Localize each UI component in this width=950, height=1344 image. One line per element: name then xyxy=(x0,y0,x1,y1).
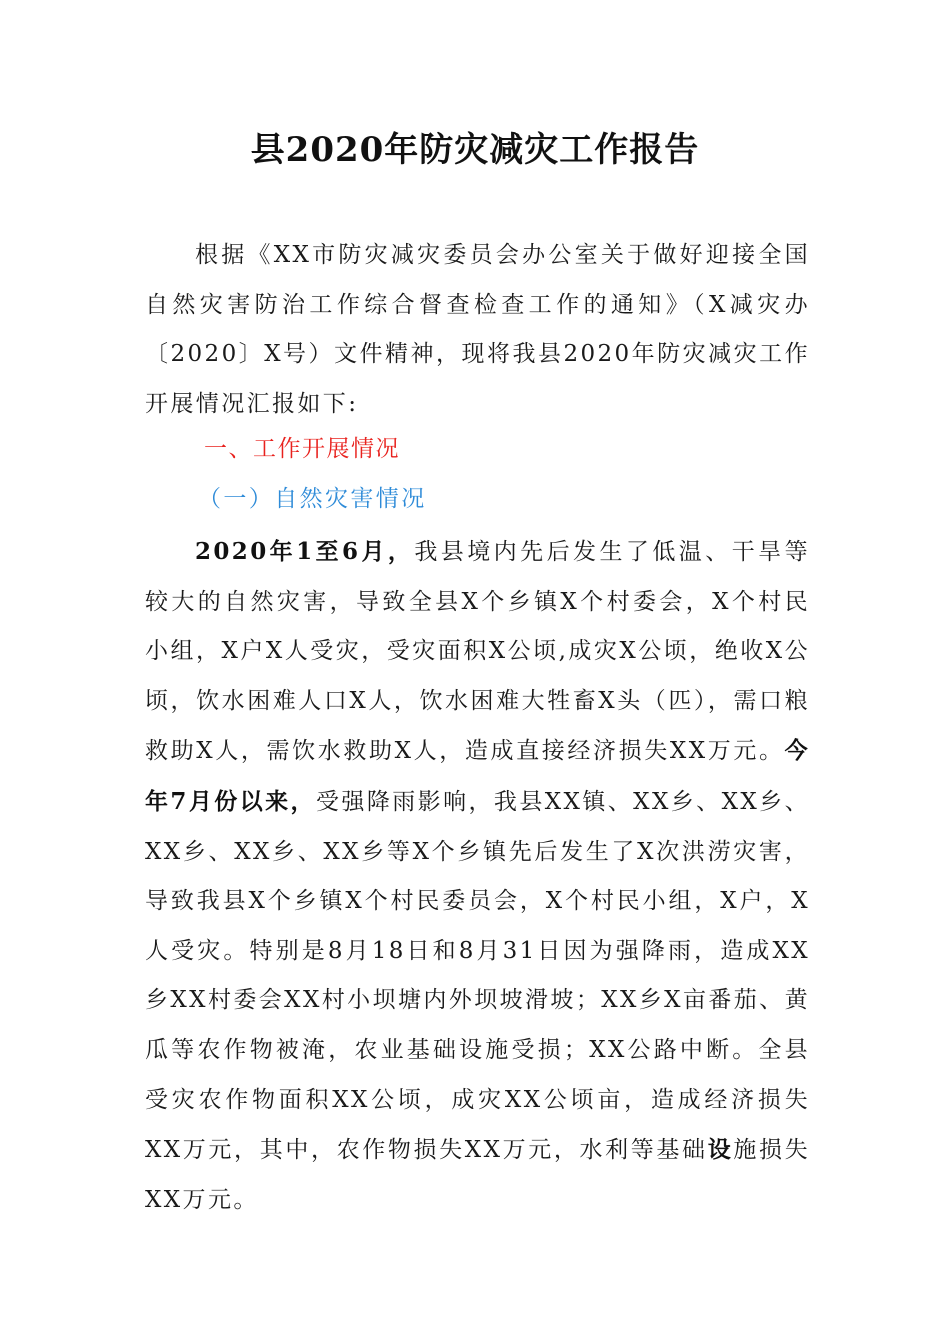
section-heading: 一、工作开展情况 xyxy=(204,436,400,462)
disaster-text-2: 受强降雨影响，我县XX镇、XX乡、XX乡、XX乡、XX乡、XX乡等X个乡镇先后发生了X次洪涝灾害，导致我县X个乡镇X个村民委员会，X个村民小组，X户，X人受灾。特别是8月18日和8月31日因为强降雨，造成XX乡XX村委会XX村小坝塘内外坝坡滑坡；XX乡X亩番茄、黄瓜等农作物被淹，农业基础设施受损；XX公路中断。全县受灾农作物面积XX公顷，成灾XX公顷亩，造成经济损失XX万元，其中，农作物损失XX万元，水利等基础 xyxy=(145,788,810,1164)
bold-char: 设 xyxy=(707,1136,734,1164)
subsection-heading: （一）自然灾害情况 xyxy=(198,486,427,512)
disaster-text-1: 我县境内先后发生了低温、干旱等较大的自然灾害，导致全县X个乡镇X个村委会，X个村民小组，X户X人受灾，受灾面积X公顷,成灾X公顷，绝收X公顷，饮水困难人口X人，饮水困难大牲畜X头（匹），需口粮救助X人，需饮水救助X人，造成直接经济损失XX万元。 xyxy=(145,539,810,765)
disaster-paragraph xyxy=(145,527,810,1225)
period-lead-1: 2020年1至6月， xyxy=(195,538,415,565)
intro-paragraph: 根据《XX市防灾减灾委员会办公室关于做好迎接全国自然灾害防治工作综合督查检查工作的通知》（X减灾办〔2020〕X号）文件精神，现将我县2020年防灾减灾工作开展情况汇报如下: xyxy=(145,242,810,417)
disaster-text-3: 施损失XX万元。 xyxy=(145,1137,811,1213)
document-title: 县2020年防灾减灾工作报告 xyxy=(250,130,700,170)
period-lead-2: 今年7月份以来， xyxy=(145,737,810,815)
